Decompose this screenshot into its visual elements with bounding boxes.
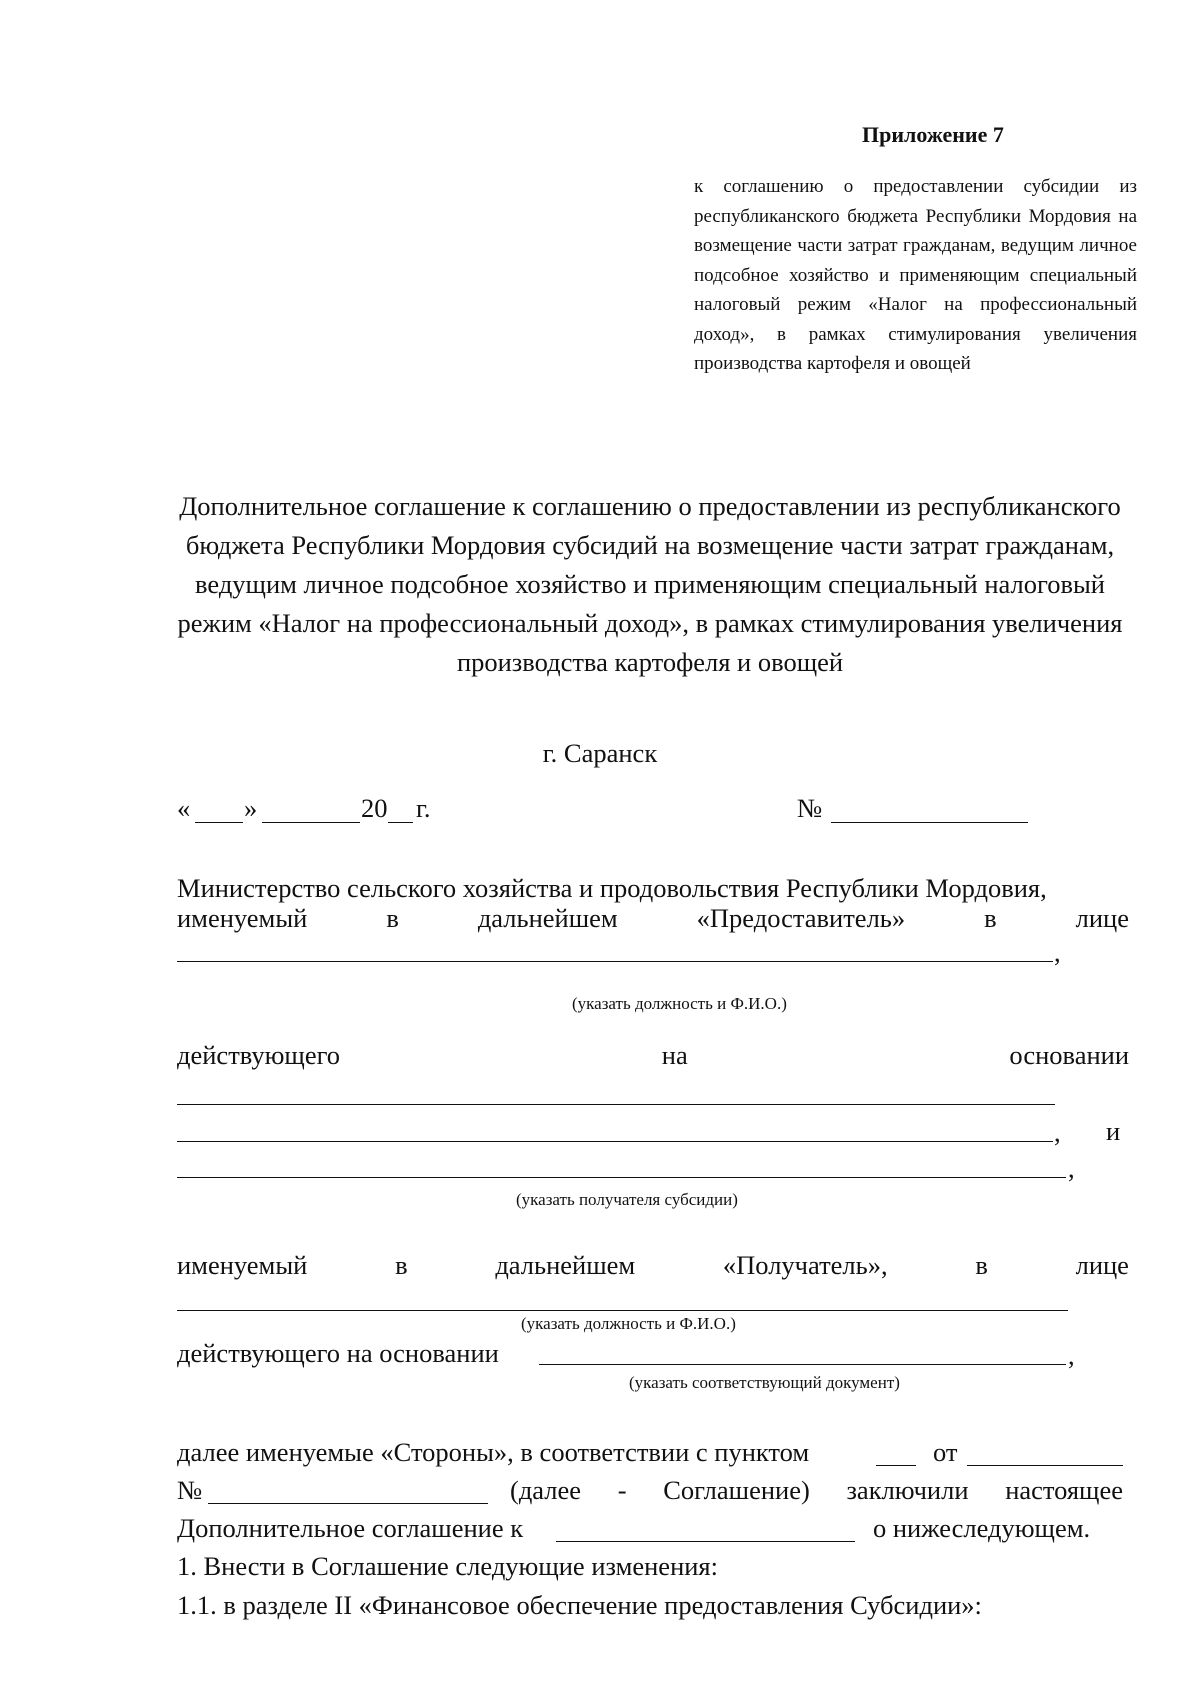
agreement-row — [510, 1475, 1123, 1506]
additional-agreement-blank — [556, 1541, 855, 1542]
word: на — [661, 1040, 688, 1070]
recipient-blank — [177, 1177, 1066, 1178]
item-1-1: 1.1. в разделе II «Финансовое обеспечение предоставления Субсидии»: — [177, 1590, 982, 1620]
word: «Предоставитель» — [696, 903, 906, 933]
acting-row — [177, 1040, 1129, 1071]
comma: , — [1054, 1117, 1061, 1147]
basis-blank-1 — [177, 1104, 1055, 1105]
and-word: и — [1106, 1116, 1121, 1146]
agreement-number-sign: № — [177, 1475, 203, 1505]
basis-blank-2 — [177, 1141, 1053, 1142]
document-blank — [539, 1364, 1066, 1365]
number-sign: № — [797, 793, 823, 823]
ministry-line: Министерство сельского хозяйства и продовольствия Республики Мордовия, — [177, 873, 1047, 903]
word: Соглашение) — [663, 1475, 810, 1505]
hint-document: (указать соответствующий документ) — [629, 1373, 900, 1392]
appendix-note: к соглашению о предоставлении субсидии из республиканского бюджета Республики Мордовия на возмещение части затрат гражданам, ведущим личное подсобное хозяйство и применяющим специальный налоговый режим «Налог на профессиональный доход», в рамках стимулирования увеличения производства картофеля и овощей — [694, 176, 1137, 374]
date-year-prefix: 20 — [361, 793, 388, 823]
item-1: 1. Внести в Соглашение следующие изменения: — [177, 1551, 718, 1581]
word: (далее — [510, 1475, 582, 1505]
named-row-2 — [177, 1250, 1129, 1281]
city: г. Саранск — [542, 738, 658, 768]
document-title: Дополнительное соглашение к соглашению о предоставлении из республиканского бюджета Республики Мордовия субсидий на возмещение части затрат гражданам, ведущим личное подсобное хозяйство и применяющим специальный налоговый режим «Налог на профессиональный доход», в рамках стимулирования увеличения производства картофеля и овощей — [177, 491, 1123, 677]
from-date-blank — [967, 1465, 1123, 1466]
clause-blank — [876, 1465, 916, 1466]
parties-line: далее именуемые «Стороны», в соответствии с пунктом — [177, 1437, 810, 1467]
acting-on-basis: действующего на основании — [177, 1338, 499, 1368]
hint-position-name-2: (указать должность и Ф.И.О.) — [521, 1314, 736, 1333]
from-word: от — [933, 1437, 958, 1467]
hint-position-name: (указать должность и Ф.И.О.) — [572, 994, 787, 1013]
word: лице — [1075, 1250, 1129, 1280]
word: - — [617, 1475, 627, 1505]
date-open-quote: « — [177, 793, 191, 823]
word: именуемый — [177, 1250, 308, 1280]
agreement-number-blank — [208, 1503, 488, 1504]
word: настоящее — [1005, 1475, 1123, 1505]
word: именуемый — [177, 903, 308, 933]
comma: , — [1054, 937, 1061, 967]
comma: , — [1068, 1340, 1075, 1370]
recipient-representative-blank — [177, 1310, 1068, 1311]
comma: , — [1068, 1153, 1075, 1183]
word: в — [386, 903, 399, 933]
representative-blank — [177, 961, 1053, 962]
date-day-blank — [195, 822, 243, 823]
word: дальнейшем — [495, 1250, 636, 1280]
word: в — [984, 903, 997, 933]
word: действующего — [177, 1040, 341, 1070]
word: в — [395, 1250, 408, 1280]
word: лице — [1075, 903, 1129, 933]
named-row-1 — [177, 903, 1129, 934]
date-month-blank — [262, 822, 360, 823]
appendix-title: Приложение 7 — [862, 122, 1004, 147]
date-year-suffix: г. — [416, 793, 431, 823]
date-year-blank — [388, 822, 413, 823]
word: заключили — [846, 1475, 969, 1505]
word: основании — [1009, 1040, 1129, 1070]
hint-recipient: (указать получателя субсидии) — [516, 1190, 738, 1209]
date-close-quote: » — [244, 793, 258, 823]
word: дальнейшем — [477, 903, 618, 933]
word: «Получатель», — [722, 1250, 888, 1280]
word: в — [975, 1250, 988, 1280]
number-blank — [831, 822, 1028, 823]
additional-agreement-to: Дополнительное соглашение к — [177, 1513, 524, 1543]
as-follows: о нижеследующем. — [873, 1513, 1091, 1543]
